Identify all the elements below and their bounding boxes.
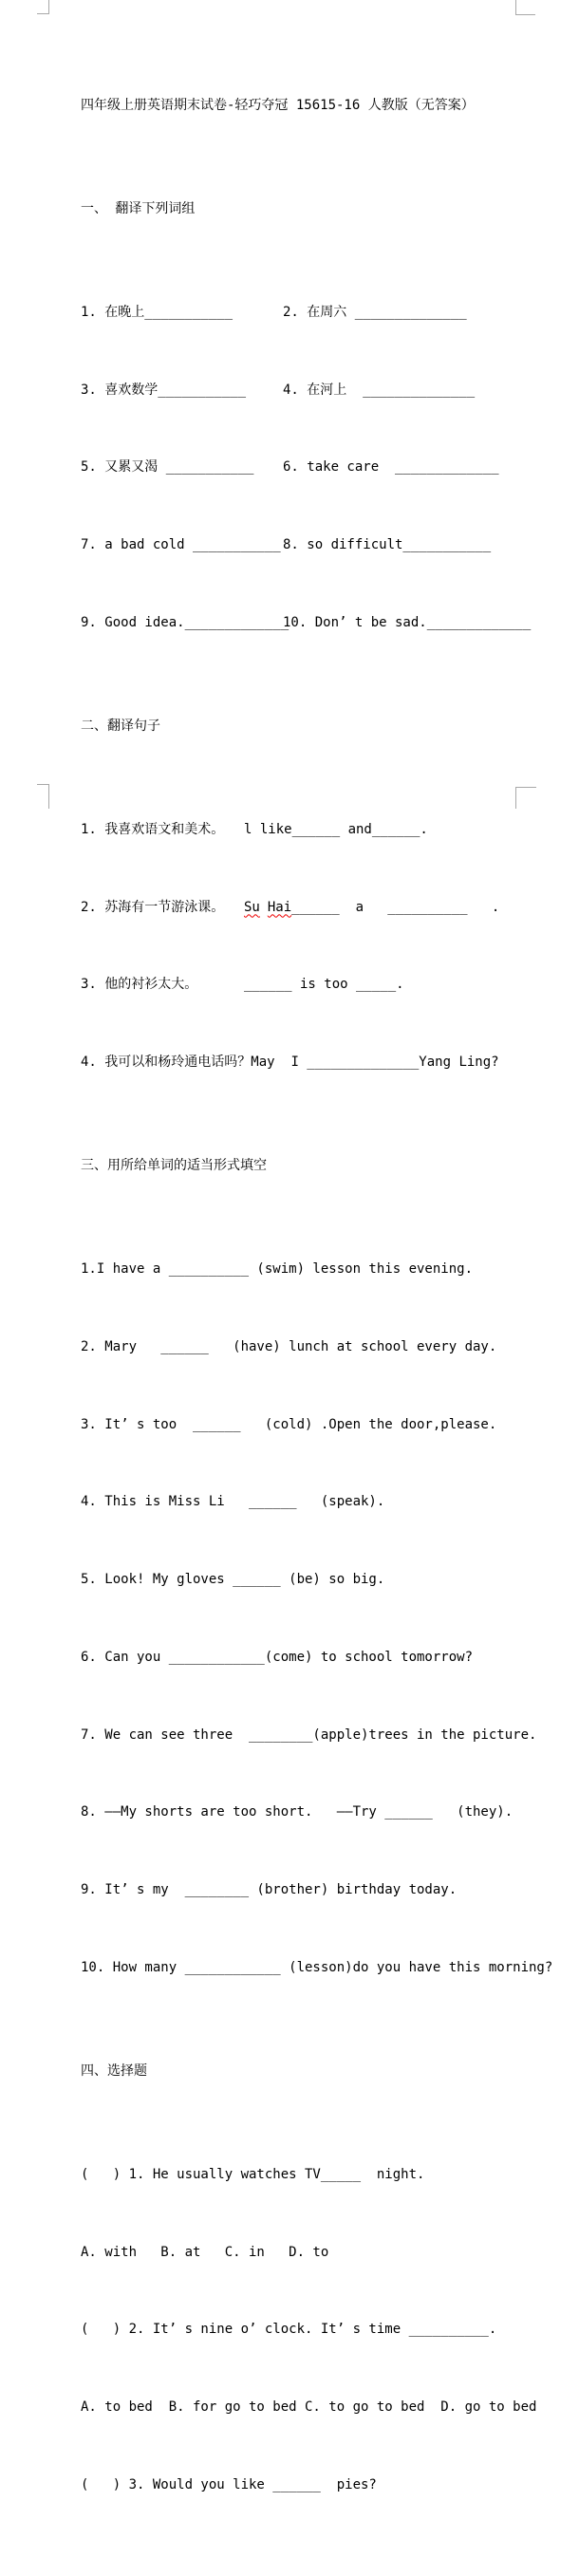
pair-left: 3. 喜欢数学___________ (81, 382, 247, 398)
sentence-english: ______ a __________ . (291, 899, 500, 915)
pair-row (81, 378, 571, 403)
fill-blank-row: 4. This is Miss Li ______ (speak). (81, 1494, 385, 1510)
sentence-english: l like______ and______. (244, 821, 428, 837)
fill-blank-row: 9. It’ s my ________ (brother) birthday today. (81, 1882, 458, 1897)
choice-row: ( ) 2. It’ s nine o’ clock. It’ s time __________. (81, 2322, 497, 2338)
fill-blank-row: 6. Can you ____________(come) to school tomorrow? (81, 1649, 474, 1665)
choice-row: ( ) 1. He usually watches TV_____ night. (81, 2166, 425, 2182)
misspelled-word: Hai (267, 899, 292, 915)
fill-blank-row: 10. How many ____________ (lesson)do you have this morning? (81, 1959, 553, 1975)
exam-title: 四年级上册英语期末试卷-轻巧夺冠 15615-16 人教版（无答案） (81, 97, 475, 113)
sentence-chinese: 1. 我喜欢语文和美术。 (81, 821, 225, 837)
pair-right: 8. so difficult___________ (283, 537, 492, 552)
fill-blank-row: 1.I have a __________ (swim) lesson this evening. (81, 1261, 474, 1277)
pair-left: 7. a bad cold ___________ (81, 537, 281, 552)
document-content (81, 15, 571, 2576)
pair-right: 6. take care _____________ (283, 459, 499, 476)
fill-blank-row: 5. Look! My gloves ______ (be) so big. (81, 1572, 385, 1587)
pair-right: 2. 在周六 ______________ (283, 304, 467, 320)
pair-left: 9. Good idea._____________ (81, 614, 290, 630)
sentence-chinese: 4. 我可以和杨玲通电话吗？ (81, 1055, 252, 1070)
sentence-english: May I ______________Yang Ling? (251, 1055, 499, 1070)
margin-mark-top-left (37, 0, 49, 14)
sentence-chinese: 2. 苏海有一节游泳课。 (81, 899, 225, 915)
pair-right: 4. 在河上 ______________ (283, 382, 476, 398)
fill-blank-row: 8. ——My shorts are too short. ——Try ______ (they). (81, 1804, 514, 1820)
margin-mark-bottom-left (37, 784, 49, 809)
fill-blank-row: 2. Mary ______ (have) lunch at school every day. (81, 1338, 497, 1354)
pair-row (81, 610, 571, 636)
sentence-row (81, 895, 571, 921)
section-3-heading: 三、用所给单词的适当形式填空 (81, 1158, 267, 1173)
sentence-row (81, 1050, 571, 1075)
pair-row (81, 455, 571, 480)
pair-left: 1. 在晚上___________ (81, 304, 233, 320)
sentence-english: ______ is too _____. (244, 977, 404, 993)
margin-mark-top-right (515, 0, 535, 15)
pair-row (81, 300, 571, 326)
sentence-chinese: 3. 他的衬衫太大。 (81, 977, 198, 993)
choice-options-row: A. with B. at C. in D. to (81, 2244, 329, 2260)
pair-left: 5. 又累又渴 ___________ (81, 459, 254, 476)
sentence-row (81, 817, 571, 843)
sentence-row (81, 972, 571, 998)
section-2-heading: 二、翻译句子 (81, 718, 160, 734)
fill-blank-row: 3. It’ s too ______ (cold) .Open the door,please. (81, 1416, 497, 1432)
section-1-heading: 一、 翻译下列词组 (81, 200, 196, 216)
choice-row: ( ) 3. Would you like ______ pies? (81, 2476, 377, 2492)
pair-right: 10. Don’ t be sad._____________ (283, 614, 532, 630)
pair-row (81, 532, 571, 558)
section-4-heading: 四、选择题 (81, 2063, 147, 2079)
fill-blank-row: 7. We can see three ________(apple)trees in the picture. (81, 1727, 537, 1743)
misspelled-word: Su (244, 899, 260, 915)
choice-options-row: A. to bed B. for go to bed C. to go to bed D. go to bed (81, 2399, 537, 2415)
